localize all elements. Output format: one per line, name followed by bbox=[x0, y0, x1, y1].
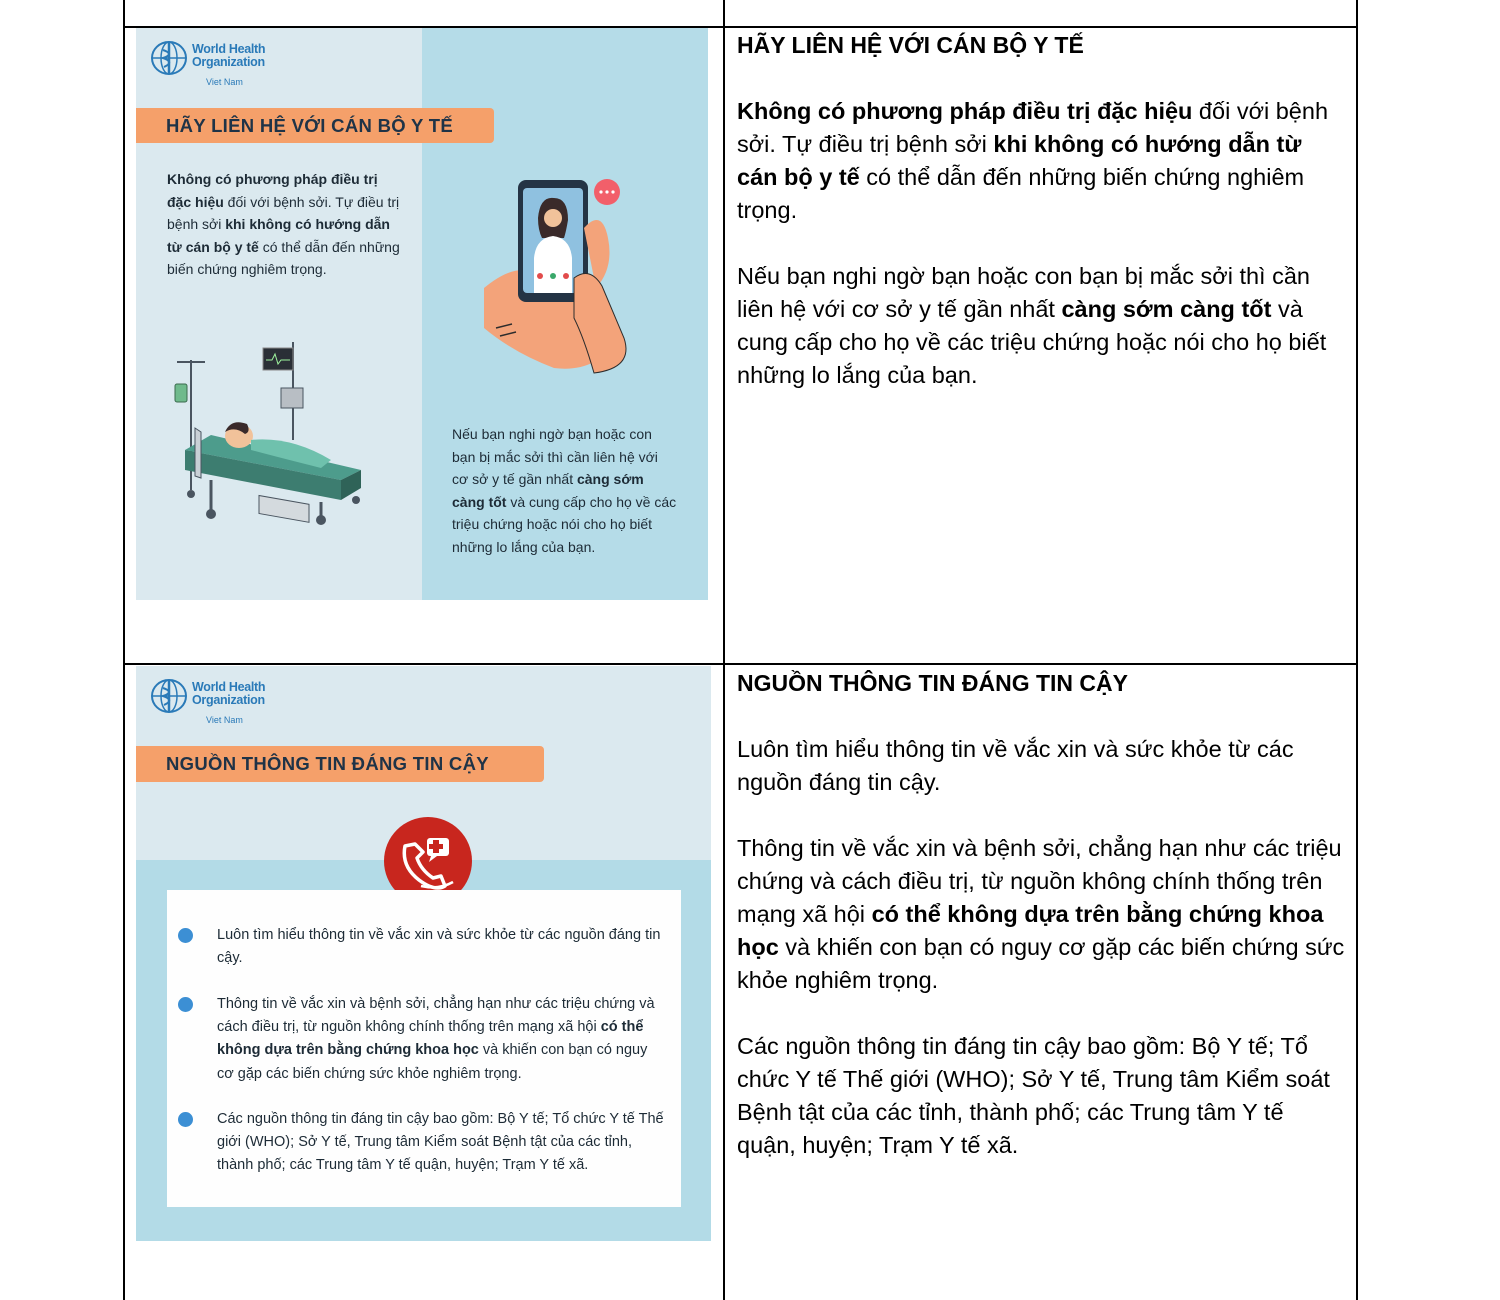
paragraph bbox=[737, 733, 1347, 799]
infographic-paragraph-2 bbox=[452, 423, 677, 558]
text: đối với bệnh sởi. Tự điều trị bệnh sởi bbox=[167, 193, 400, 232]
text: Thông tin về vắc xin và bệnh sởi, chẳng hạn như các triệu chứng và cách điều trị, từ nguồn không chính thống trên mạng xã hội bbox=[737, 835, 1342, 927]
infographic-paragraph-1 bbox=[167, 168, 402, 281]
text: Nếu bạn nghi ngờ bạn hoặc con bạn bị mắc sởi thì cần liên hệ với cơ sở y tế gần nhất bbox=[737, 263, 1310, 322]
who-country: Viet Nam bbox=[206, 715, 243, 725]
table-border-middle bbox=[723, 0, 725, 1300]
paragraph bbox=[737, 95, 1347, 227]
who-emblem-icon bbox=[150, 40, 188, 76]
table-row-divider-middle bbox=[123, 663, 1358, 665]
who-emblem-icon bbox=[150, 678, 188, 714]
paragraph bbox=[737, 1030, 1347, 1162]
text: Các nguồn thông tin đáng tin cậy bao gồm: Bộ Y tế; Tổ chức Y tế Thế giới (WHO); Sở Y tế, Trung tâm Kiểm soát Bệnh tật của các tỉnh, thành phố; các Trung tâm Y tế quận, huyện; Trạm Y tế xã. bbox=[737, 1033, 1330, 1158]
who-logo bbox=[150, 40, 280, 90]
section-heading: NGUỒN THÔNG TIN ĐÁNG TIN CẬY bbox=[737, 670, 1128, 696]
text: có thể dẫn đến những biến chứng nghiêm trọng. bbox=[167, 238, 400, 277]
hospital-bed-illustration bbox=[171, 340, 376, 525]
text: và khiến con bạn có nguy cơ gặp các biến chứng sức khỏe nghiêm trọng. bbox=[217, 1042, 648, 1082]
infographic-banner: HÃY LIÊN HỆ VỚI CÁN BỘ Y TẾ bbox=[136, 108, 494, 143]
section-heading: HÃY LIÊN HỆ VỚI CÁN BỘ Y TẾ bbox=[737, 32, 1084, 58]
text: Các nguồn thông tin đáng tin cậy bao gồm: Bộ Y tế; Tổ chức Y tế Thế giới (WHO); Sở Y tế, Trung tâm Kiểm soát Bệnh tật của các tỉnh, thành phố; các Trung tâm Y tế quận, huyện; Trạm Y tế xã. bbox=[217, 1111, 664, 1174]
bold-text: càng sớm càng tốt bbox=[452, 471, 644, 510]
bullet-list-box bbox=[167, 890, 681, 1207]
text: và cung cấp cho họ về các triệu chứng hoặc nói cho họ biết những lo lắng của bạn. bbox=[737, 296, 1327, 388]
table-border-left bbox=[123, 0, 125, 1300]
bullet-dot-icon bbox=[178, 997, 193, 1012]
who-logo bbox=[150, 678, 280, 728]
bold-text: Không có phương pháp điều trị đặc hiệu bbox=[737, 98, 1193, 124]
text: Nếu bạn nghi ngờ bạn hoặc con bạn bị mắc sởi thì cần liên hệ với cơ sở y tế gần nhất bbox=[452, 426, 658, 487]
text: Thông tin về vắc xin và bệnh sởi, chẳng hạn như các triệu chứng và cách điều trị, từ nguồn không chính thống trên mạng xã hội bbox=[217, 996, 655, 1036]
bold-text: càng sớm càng tốt bbox=[1061, 296, 1272, 322]
text: Luôn tìm hiểu thông tin về vắc xin và sức khỏe từ các nguồn đáng tin cậy. bbox=[737, 736, 1294, 795]
text: có thể dẫn đến những biến chứng nghiêm trọng. bbox=[737, 164, 1305, 223]
infographic-contact-health-worker bbox=[136, 28, 708, 600]
text: đối với bệnh sởi. Tự điều trị bệnh sởi bbox=[737, 98, 1329, 157]
text: Luôn tìm hiểu thông tin về vắc xin và sức khỏe từ các nguồn đáng tin cậy. bbox=[217, 927, 661, 967]
who-country: Viet Nam bbox=[206, 77, 243, 87]
text: và khiến con bạn có nguy cơ gặp các biến chứng sức khỏe nghiêm trọng. bbox=[737, 934, 1345, 993]
bold-text: có thể không dựa trên bằng chứng khoa học bbox=[737, 901, 1324, 960]
who-name: World Health Organization bbox=[192, 42, 266, 69]
bold-text: khi không có hướng dẫn từ cán bộ y tế bbox=[737, 131, 1302, 190]
who-name: World Health Organization bbox=[192, 680, 266, 707]
bullet-dot-icon bbox=[178, 1112, 193, 1127]
paragraph bbox=[737, 260, 1347, 392]
table-border-right bbox=[1356, 0, 1358, 1300]
doc-section-contact-health-worker bbox=[737, 29, 1347, 425]
bold-text: khi không có hướng dẫn từ cán bộ y tế bbox=[167, 216, 390, 255]
text: và cung cấp cho họ về các triệu chứng hoặc nói cho họ biết những lo lắng của bạn. bbox=[452, 493, 677, 555]
bold-text: Không có phương pháp điều trị đặc hiệu bbox=[167, 171, 378, 210]
infographic-banner: NGUỒN THÔNG TIN ĐÁNG TIN CẬY bbox=[136, 746, 544, 782]
paragraph bbox=[737, 832, 1347, 997]
infographic-reliable-sources bbox=[136, 666, 711, 1241]
bullet-dot-icon bbox=[178, 928, 193, 943]
doc-section-reliable-sources bbox=[737, 667, 1347, 1195]
telehealth-phone-illustration bbox=[474, 168, 664, 383]
bold-text: có thể không dựa trên bằng chứng khoa học bbox=[217, 1019, 644, 1059]
